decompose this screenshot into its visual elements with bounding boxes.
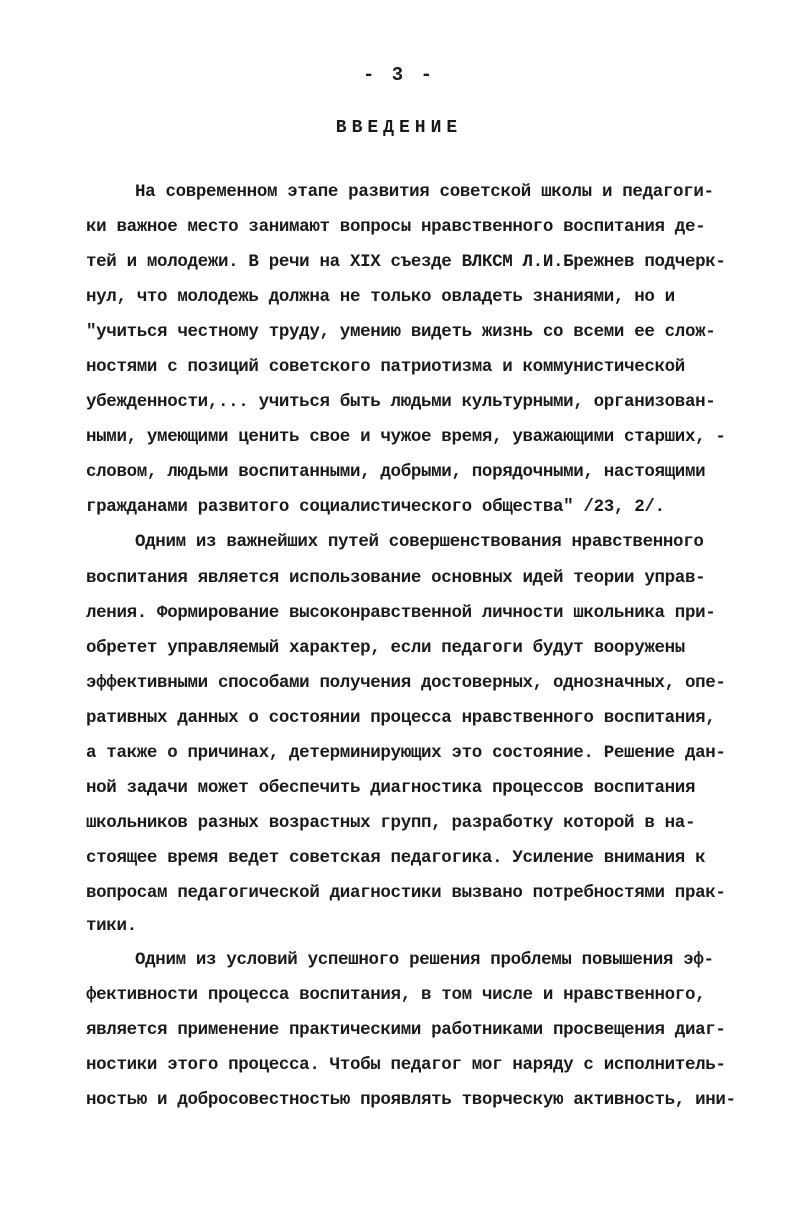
- text-line: ностью и добросовестностью проявлять творческую активность, ини-: [86, 1090, 736, 1110]
- text-line: На современном этапе развития советской школы и педагоги-: [135, 182, 714, 202]
- text-line: нул, что молодежь должна не только овладеть знаниями, но и: [86, 287, 675, 307]
- text-line: эффективными способами получения достоверных, однозначных, опе-: [86, 673, 726, 693]
- text-line: воспитания является использование основных идей теории управ-: [86, 568, 706, 588]
- text-line: стоящее время ведет советская педагогика. Усиление внимания к: [86, 848, 706, 868]
- text-line: Одним из условий успешного решения проблемы повышения эф-: [135, 950, 714, 970]
- page-number: - 3 -: [362, 64, 435, 86]
- text-line: обретет управляемый характер, если педагоги будут вооружены: [86, 638, 685, 658]
- text-line: Одним из важнейших путей совершенствования нравственного: [135, 532, 704, 552]
- text-line: а также о причинах, детерминирующих это состояние. Решение дан-: [86, 743, 726, 763]
- text-line: вопросам педагогической диагностики вызвано потребностями прак-: [86, 883, 726, 903]
- page-title: ВВЕДЕНИЕ: [335, 118, 463, 138]
- text-line: тей и молодежи. В речи на XIX съезде ВЛКСМ Л.И.Брежнев подчерк-: [86, 252, 726, 272]
- text-line: ной задачи может обеспечить диагностика процессов воспитания: [86, 778, 696, 798]
- text-line: словом, людьми воспитанными, добрыми, порядочными, настоящими: [86, 462, 706, 482]
- text-line: тики.: [86, 916, 137, 936]
- text-line: школьников разных возрастных групп, разработку которой в на-: [86, 813, 696, 833]
- text-line: убежденности,... учиться быть людьми культурными, организован-: [86, 392, 716, 412]
- text-line: ративных данных о состоянии процесса нравственного воспитания,: [86, 708, 716, 728]
- text-line: фективности процесса воспитания, в том числе и нравственного,: [86, 985, 706, 1005]
- text-line: ки важное место занимают вопросы нравственного воспитания де-: [86, 217, 706, 237]
- text-line: ления. Формирование высоконравственной личности школьника при-: [86, 603, 716, 623]
- text-line: ностями с позиций советского патриотизма и коммунистической: [86, 357, 685, 377]
- text-line: "учиться честному труду, умению видеть жизнь со всеми ее слож-: [86, 322, 716, 342]
- text-line: является применение практическими работниками просвещения диаг-: [86, 1020, 726, 1040]
- text-line: ностики этого процесса. Чтобы педагог мог наряду с исполнитель-: [86, 1055, 726, 1075]
- text-line: гражданами развитого социалистического общества" /23, 2/.: [86, 497, 665, 517]
- text-line: ными, умеющими ценить свое и чужое время, уважающими старших, -: [86, 427, 726, 447]
